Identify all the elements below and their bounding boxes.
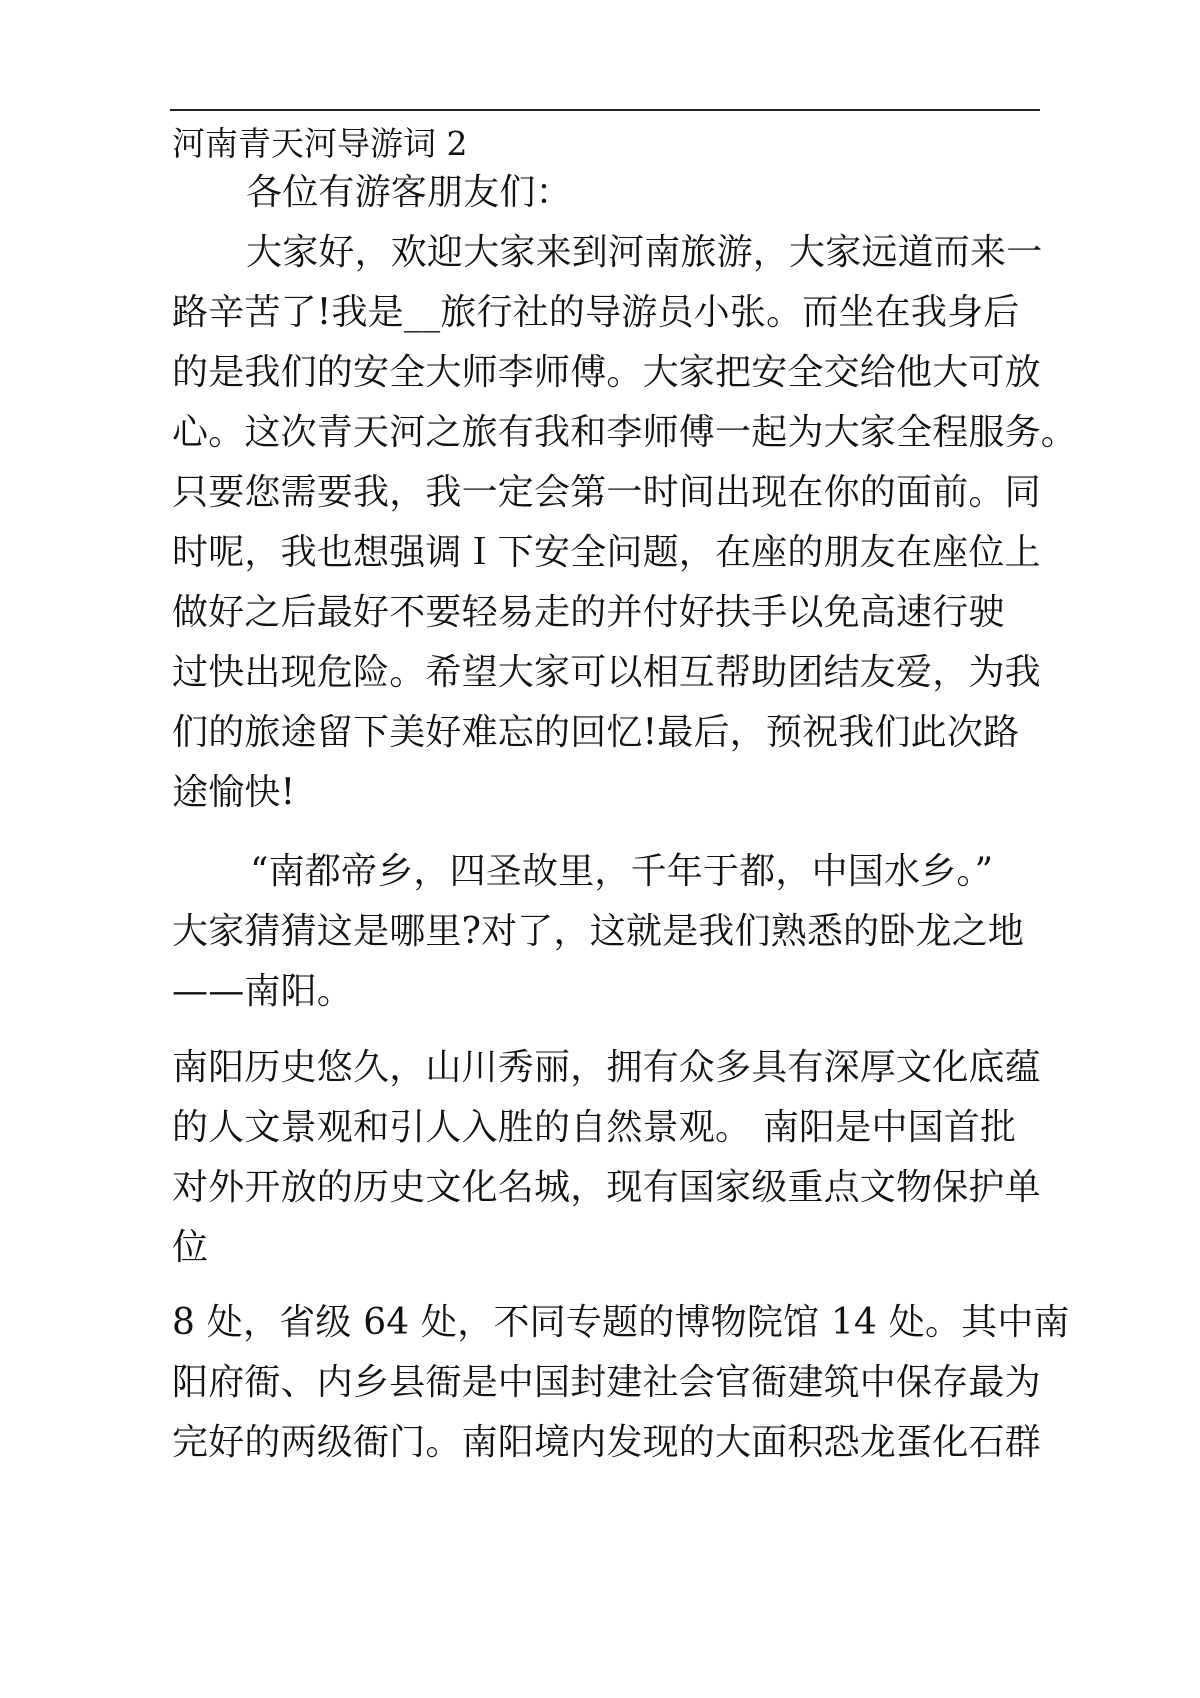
paragraph-2-line-2: 大家猜猜这是哪里?对了，这就是我们熟悉的卧龙之地	[172, 911, 1025, 952]
paragraph-1-line-10: 途愉快!	[172, 772, 296, 813]
header-rule	[170, 109, 1040, 111]
paragraph-3-line-2: 的人文景观和引人入胜的自然景观。 南阳是中国首批	[172, 1107, 1017, 1148]
paragraph-3-line-1: 南阳历史悠久，山川秀丽，拥有众多具有深厚文化底蕴	[172, 1047, 1041, 1088]
paragraph-1-line-6: 时呢，我也想强调Ｉ下安全问题，在座的朋友在座位上	[172, 532, 1041, 573]
paragraph-1-line-1: 大家好，欢迎大家来到河南旅游，大家远道而来一	[246, 232, 1043, 273]
paragraph-1-line-4: 心。这次青天河之旅有我和李师傅一起为大家全程服务。	[172, 412, 1078, 453]
paragraph-1-line-9: 们的旅途留下美好难忘的回忆!最后，预祝我们此次路	[172, 712, 1020, 753]
paragraph-1-line-5: 只要您需要我，我一定会第一时间出现在你的面前。同	[172, 472, 1041, 513]
quote-line: “南都帝乡，四圣故里，千年于都，中国水乡。”	[250, 851, 994, 892]
paragraph-1-line-7: 做好之后最好不要轻易走的并付好扶手以免高速行驶	[172, 592, 1005, 633]
paragraph-3-line-3: 对外开放的历史文化名城，现有国家级重点文物保护单	[172, 1167, 1041, 1208]
paragraph-4-line-2: 阳府衙、内乡县衙是中国封建社会官衙建筑中保存最为	[172, 1362, 1041, 1403]
document-title: 河南青天河导游词 2	[172, 124, 468, 163]
paragraph-3-line-4: 位	[172, 1227, 209, 1268]
paragraph-1-line-2: 路辛苦了!我是__旅行社的导游员小张。而坐在我身后	[172, 292, 1020, 333]
salutation-line: 各位有游客朋友们：	[246, 172, 572, 213]
paragraph-2-line-3: ——南阳。	[172, 971, 354, 1012]
paragraph-4-line-3: 完好的两级衙门。南阳境内发现的大面积恐龙蛋化石群	[172, 1422, 1041, 1463]
paragraph-1-line-3: 的是我们的安全大师李师傅。大家把安全交给他大可放	[172, 352, 1041, 393]
paragraph-4-line-1: 8 处，省级 64 处，不同专题的博物院馆 14 处。其中南	[172, 1302, 1070, 1343]
paragraph-1-line-8: 过快出现危险。希望大家可以相互帮助团结友爱，为我	[172, 652, 1041, 693]
